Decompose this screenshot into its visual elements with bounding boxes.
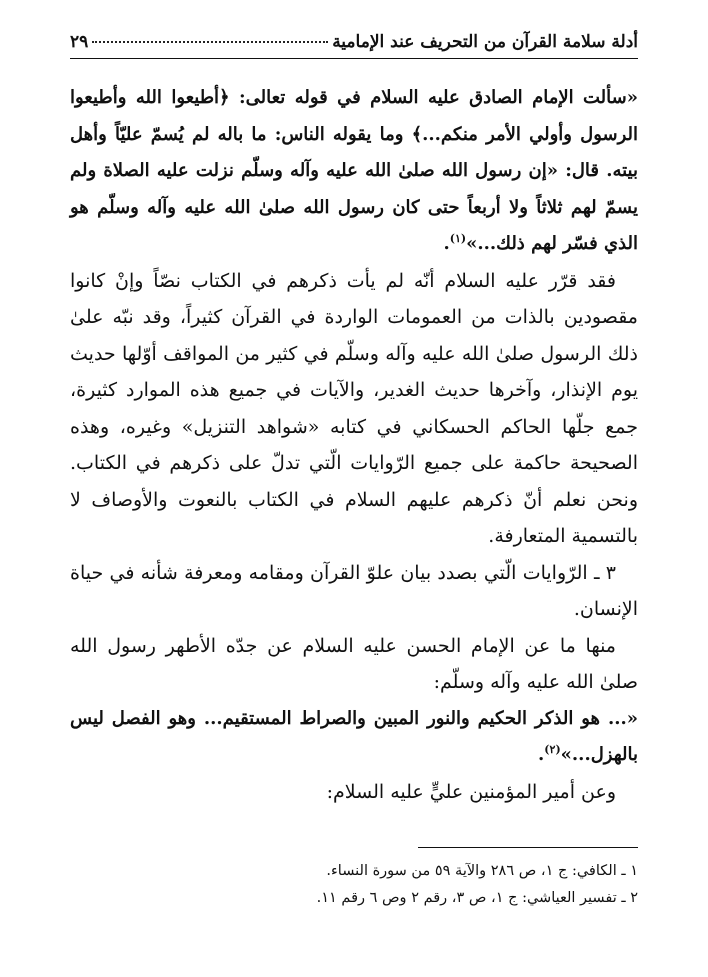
paragraph-quote-imam-sadiq: «سألت الإمام الصادق عليه السلام في قوله تعالى: ﴿أطيعوا الله وأطيعوا الرسول وأولي الأمر منكم...﴾ وما يقوله الناس: ما باله لم يُسمّ عليّاً وأهل بيته. قال: «إن رسول الله صلىٰ الله عليه وآله وسلّم نزلت عليه الصلاة ولم يسمّ لهم ثلاثاً ولا أربعاً حتى كان رسول الله صلىٰ الله عليه وآله وسلّم هو الذي فسّر لهم ذلك...»$^{(١)}$. <box>70 87 639 254</box>
footnotes <box>70 858 638 912</box>
header-title: أدلة سلامة القرآن من التحريف عند الإمامية <box>332 32 638 52</box>
paragraph-commentary: فقد قرّر عليه السلام أنّه لم يأت ذكرهم في الكتاب نصّاً وإنْ كانوا مقصودين بالذات من العمومات الواردة في القرآن كثيراً، وقد نبّه علىٰ ذلك الرسول صلىٰ الله عليه وآله وسلّم في كثير من المواقف أوّلها حديث يوم الإنذار، وآخرها حديث الغدير، والآيات في جميع هذه الموارد كثيرة، جمع جلّها الحاكم الحسكاني في كتابه «شواهد التنزيل» وغيره، وهذه الصحيحة حاكمة على جميع الرّوايات الّتي تدلّ على ذكرهم في الكتاب. ونحن نعلم أنّ ذكرهم عليهم السلام في الكتاب بالنعوت والأوصاف لا بالتسمية المتعارفة. <box>70 269 638 547</box>
footnote-rule <box>418 847 638 848</box>
paragraph-quote-prophet: «... هو الذكر الحكيم والنور المبين والصراط المستقيم... وهو الفصل ليس بالهزل...»$^{(٢)}$. <box>70 707 638 765</box>
footnote-ref-2: (٢) <box>544 743 561 756</box>
header-leader-dots <box>92 41 328 43</box>
footnote-ref-1: (١) <box>449 232 467 245</box>
main-text <box>70 80 638 810</box>
footnote-2: ٢ ـ تفسير العياشي: ج ١، ص ٣، رقم ٢ وص ٦ رقم ١١. <box>316 890 638 906</box>
paragraph-amir-muminin: وعن أمير المؤمنين عليٍّ عليه السلام: <box>326 780 616 803</box>
header-rule <box>70 58 638 59</box>
page-number: ٢٩ <box>70 32 89 52</box>
running-header <box>70 32 638 56</box>
footnote-1: ١ ـ الكافي: ج ١، ص ٢٨٦ والآية ٥٩ من سورة النساء. <box>326 863 638 879</box>
paragraph-imam-hasan: منها ما عن الإمام الحسن عليه السلام عن جدّه الأطهر رسول الله صلىٰ الله عليه وآله وسلّم: <box>70 634 638 693</box>
paragraph-section-3: ٣ ـ الرّوايات الّتي بصدد بيان علوّ القرآن ومقامه ومعرفة شأنه في حياة الإنسان. <box>70 561 638 620</box>
